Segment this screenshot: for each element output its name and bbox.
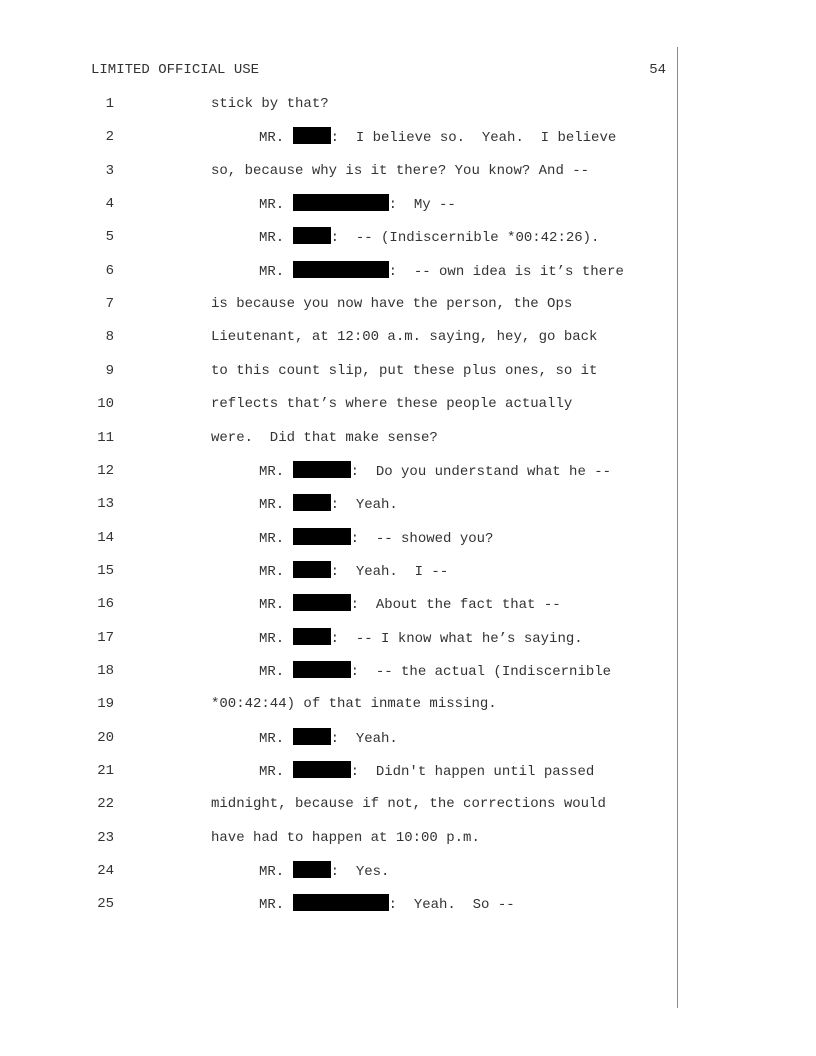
- transcript-line: [0, 294, 680, 314]
- speaker-line: [259, 728, 398, 749]
- speech-text: : Didn't happen until passed: [350, 764, 595, 780]
- line-text: reflects that’s where these people actually: [211, 396, 573, 412]
- transcript-line: [0, 861, 680, 881]
- redaction-box: [293, 528, 351, 545]
- line-text: Lieutenant, at 12:00 a.m. saying, hey, go back: [211, 329, 598, 345]
- speaker-prefix: MR.: [259, 731, 293, 747]
- speaker-prefix: MR.: [259, 197, 293, 213]
- line-number: 19: [97, 696, 114, 712]
- speaker-line: [259, 494, 398, 515]
- line-number: 5: [105, 229, 114, 245]
- transcript-line: [0, 628, 680, 648]
- classification-header: LIMITED OFFICIAL USE: [91, 62, 260, 78]
- speech-text: : Yeah.: [330, 731, 398, 747]
- redaction-box: [293, 194, 389, 211]
- speech-text: : Do you understand what he --: [350, 464, 612, 480]
- speaker-line: [259, 127, 616, 148]
- transcript-line: [0, 828, 680, 848]
- speaker-prefix: MR.: [259, 864, 293, 880]
- line-number: 24: [97, 863, 114, 879]
- redaction-box: [293, 494, 331, 511]
- line-number: 12: [97, 463, 114, 479]
- speech-text: : Yeah. So --: [388, 897, 515, 913]
- speech-text: : -- I know what he’s saying.: [330, 631, 583, 647]
- line-number: 14: [97, 530, 114, 546]
- transcript-line: [0, 394, 680, 414]
- speech-text: : -- showed you?: [350, 531, 494, 547]
- line-number: 17: [97, 630, 114, 646]
- speaker-line: [259, 861, 389, 882]
- page-number: 54: [649, 62, 666, 78]
- speaker-line: [259, 761, 594, 782]
- redaction-box: [293, 594, 351, 611]
- line-number: 22: [97, 796, 114, 812]
- line-number: 25: [97, 896, 114, 912]
- speaker-line: [259, 227, 599, 248]
- redaction-box: [293, 561, 331, 578]
- speaker-prefix: MR.: [259, 264, 293, 280]
- speech-text: : -- (Indiscernible *00:42:26).: [330, 230, 600, 246]
- line-number: 6: [105, 263, 114, 279]
- speaker-line: [259, 261, 624, 282]
- line-number: 18: [97, 663, 114, 679]
- redaction-box: [293, 261, 389, 278]
- line-text: stick by that?: [211, 96, 329, 112]
- transcript-line: [0, 528, 680, 548]
- line-number: 15: [97, 563, 114, 579]
- transcript-line: [0, 661, 680, 681]
- line-number: 8: [105, 329, 114, 345]
- line-number: 9: [105, 363, 114, 379]
- transcript-line: [0, 494, 680, 514]
- speaker-prefix: MR.: [259, 464, 293, 480]
- speaker-prefix: MR.: [259, 564, 293, 580]
- speaker-line: [259, 661, 611, 682]
- speaker-prefix: MR.: [259, 531, 293, 547]
- speaker-line: [259, 461, 611, 482]
- line-number: 7: [105, 296, 114, 312]
- redaction-box: [293, 661, 351, 678]
- speaker-prefix: MR.: [259, 230, 293, 246]
- redaction-box: [293, 894, 389, 911]
- transcript-line: [0, 561, 680, 581]
- transcript-line: [0, 894, 680, 914]
- line-text: so, because why is it there? You know? And --: [211, 163, 590, 179]
- speaker-prefix: MR.: [259, 631, 293, 647]
- redaction-box: [293, 628, 331, 645]
- speech-text: : Yes.: [330, 864, 390, 880]
- line-number: 13: [97, 496, 114, 512]
- speaker-line: [259, 628, 583, 649]
- transcript-line: [0, 161, 680, 181]
- redaction-box: [293, 861, 331, 878]
- redaction-box: [293, 728, 331, 745]
- line-number: 1: [105, 96, 114, 112]
- line-number: 4: [105, 196, 114, 212]
- line-text: to this count slip, put these plus ones, so it: [211, 363, 598, 379]
- redaction-box: [293, 127, 331, 144]
- transcript-line: [0, 428, 680, 448]
- line-number: 20: [97, 730, 114, 746]
- speech-text: : My --: [388, 197, 456, 213]
- speaker-prefix: MR.: [259, 597, 293, 613]
- speech-text: : I believe so. Yeah. I believe: [330, 130, 617, 146]
- speaker-prefix: MR.: [259, 764, 293, 780]
- speaker-prefix: MR.: [259, 497, 293, 513]
- transcript-line: [0, 127, 680, 147]
- line-number: 23: [97, 830, 114, 846]
- line-text: have had to happen at 10:00 p.m.: [211, 830, 480, 846]
- line-number: 16: [97, 596, 114, 612]
- speaker-line: [259, 528, 493, 549]
- transcript-line: [0, 227, 680, 247]
- speaker-prefix: MR.: [259, 130, 293, 146]
- line-text: were. Did that make sense?: [211, 430, 438, 446]
- speaker-line: [259, 594, 561, 615]
- transcript-line: [0, 761, 680, 781]
- line-text: midnight, because if not, the corrections would: [211, 796, 606, 812]
- line-text: is because you now have the person, the Ops: [211, 296, 573, 312]
- transcript-line: [0, 261, 680, 281]
- line-number: 2: [105, 129, 114, 145]
- speech-text: : -- own idea is it’s there: [388, 264, 624, 280]
- speaker-prefix: MR.: [259, 897, 293, 913]
- transcript-line: [0, 194, 680, 214]
- speaker-line: [259, 894, 515, 915]
- line-number: 21: [97, 763, 114, 779]
- speaker-line: [259, 194, 456, 215]
- transcript-line: [0, 94, 680, 114]
- redaction-box: [293, 761, 351, 778]
- speech-text: : About the fact that --: [350, 597, 561, 613]
- transcript-line: [0, 461, 680, 481]
- line-number: 10: [97, 396, 114, 412]
- speech-text: : -- the actual (Indiscernible: [350, 664, 612, 680]
- transcript-line: [0, 327, 680, 347]
- transcript-line: [0, 594, 680, 614]
- speaker-prefix: MR.: [259, 664, 293, 680]
- line-number: 3: [105, 163, 114, 179]
- speech-text: : Yeah. I --: [330, 564, 449, 580]
- speech-text: : Yeah.: [330, 497, 398, 513]
- transcript-line: [0, 694, 680, 714]
- line-text: *00:42:44) of that inmate missing.: [211, 696, 497, 712]
- redaction-box: [293, 461, 351, 478]
- transcript-line: [0, 794, 680, 814]
- speaker-line: [259, 561, 448, 582]
- transcript-line: [0, 728, 680, 748]
- redaction-box: [293, 227, 331, 244]
- line-number: 11: [97, 430, 114, 446]
- transcript-line: [0, 361, 680, 381]
